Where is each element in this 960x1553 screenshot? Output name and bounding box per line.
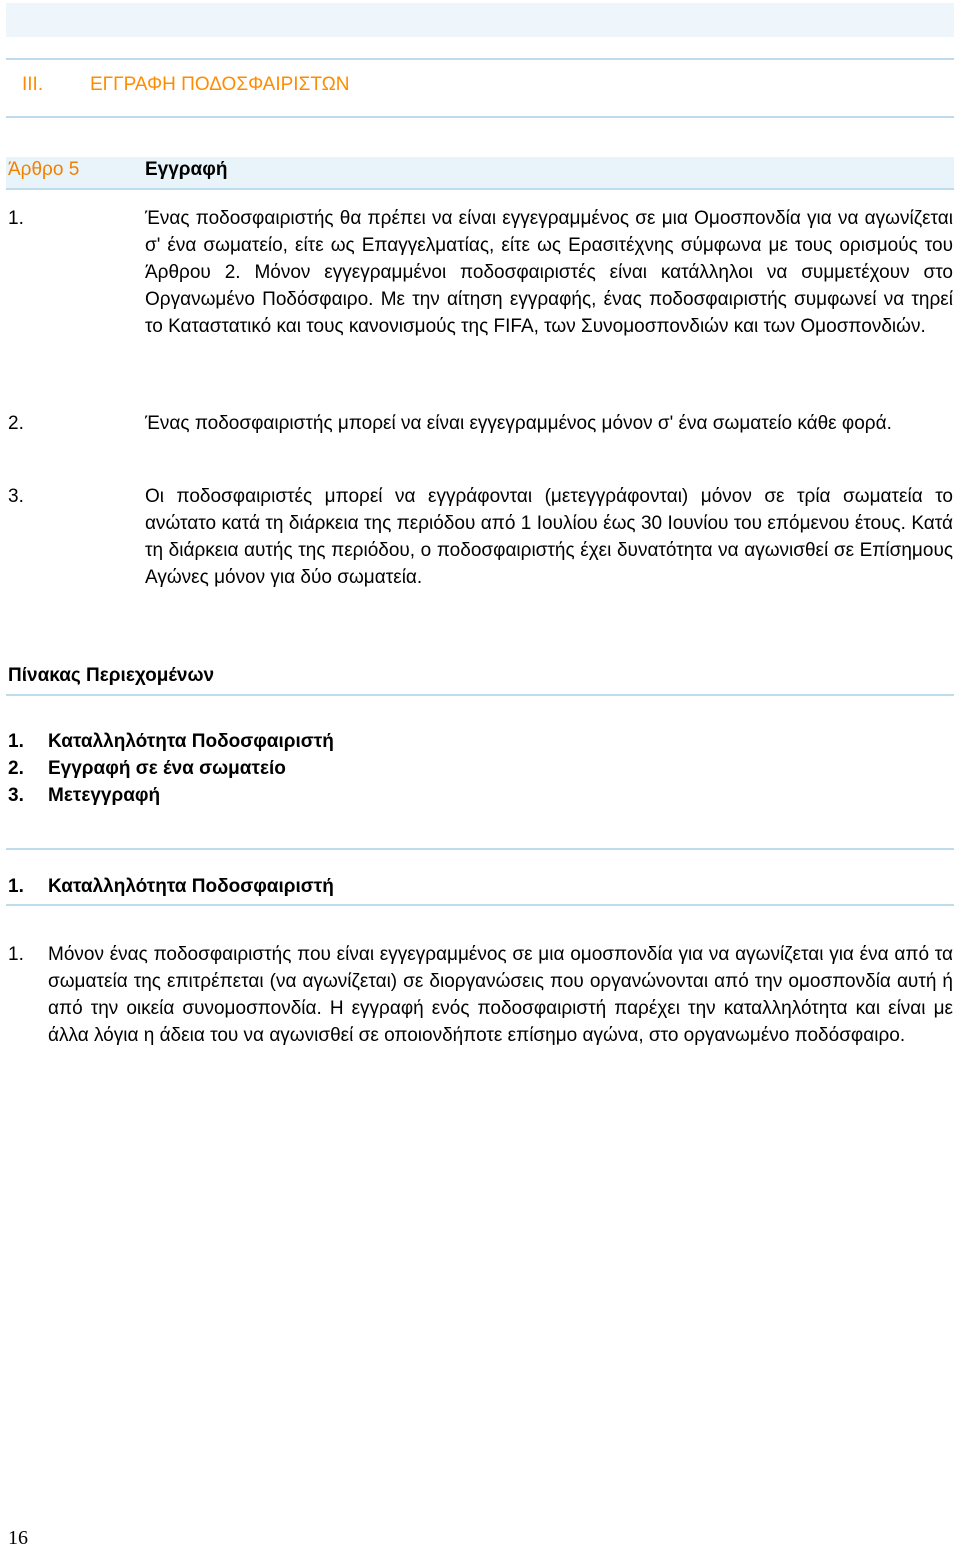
toc-item-label: Μετεγγραφή <box>48 785 161 806</box>
article-label: Άρθρο 5 <box>8 159 80 180</box>
paragraph-text: Ένας ποδοσφαιριστής μπορεί να είναι εγγεγραμμένος μόνον σ' ένα σωματείο κάθε φορά. <box>145 413 892 434</box>
toc-item-number: 2. <box>8 758 24 779</box>
chapter-number: III. <box>22 74 44 95</box>
paragraph-number: 1. <box>8 208 24 229</box>
paragraph-number: 2. <box>8 413 24 434</box>
section-number: 1. <box>8 876 24 897</box>
toc-item-number: 3. <box>8 785 24 806</box>
section-divider-top <box>6 848 954 850</box>
toc-item-label: Εγγραφή σε ένα σωματείο <box>48 758 286 779</box>
paragraph-text: Ένας ποδοσφαιριστής θα πρέπει να είναι εγγεγραμμένος σε μια Ομοσπονδία για να αγωνίζεται σ' ένα σωματείο, είτε ως Επαγγελματίας, είτε ως Ερασιτέχνης σύμφωνα με τους ορισμούς του Άρθρου 2. Μόνον εγγεγραμμένοι ποδοσφαιριστές είναι κατάλληλοι να συμμετέχουν στο Οργανωμένο Ποδόσφαιρο. Με την αίτηση εγγραφής, ένας ποδοσφαιριστής συμφωνεί να τηρεί το Καταστατικό και τους κανονισμούς της FIFA, των Συνομοσπονδιών και των Ομοσπονδιών. <box>145 208 953 337</box>
paragraph-text: Οι ποδοσφαιριστές μπορεί να εγγράφονται (μετεγγράφονται) μόνον σε τρία σωματεία το ανώτατο κατά τη διάρκεια της περιόδου από 1 Ιουλίου έως 30 Ιουνίου του επόμενου έτους. Κατά τη διάρκεια αυτής της περιόδου, ο ποδοσφαιριστής έχει δυνατότητα να αγωνισθεί σε Επίσημους Αγώνες μόνον για δύο σωματεία. <box>145 486 953 588</box>
header-band-top <box>6 3 954 37</box>
toc-item[interactable] <box>8 731 334 753</box>
article-title: Εγγραφή <box>145 159 228 180</box>
paragraph-number: 1. <box>8 944 24 965</box>
toc-item[interactable] <box>8 758 286 780</box>
toc-item-number: 1. <box>8 731 24 752</box>
toc-item-label: Καταλληλότητα Ποδοσφαιριστή <box>48 731 334 752</box>
chapter-title <box>22 74 350 96</box>
section-title <box>8 876 334 898</box>
toc-title: Πίνακας Περιεχομένων <box>8 665 215 686</box>
paragraph-text: Μόνον ένας ποδοσφαιριστής που είναι εγγεγραμμένος σε μια ομοσπονδία για να αγωνίζεται για ένα από τα σωματεία της επιτρέπεται (να αγωνίζεται) σε διοργανώσεις που οργανώνονται από την ομοσπονδία αυτή ή από την οικεία συνομοσπονδία. Η εγγραφή ενός ποδοσφαιριστή παρέχει την καταλληλότητα και είναι με άλλα λόγια η άδεια του να αγωνισθεί σε οποιονδήποτε επίσημο αγώνα, στο οργανωμένο ποδόσφαιρο. <box>48 944 953 1046</box>
page-number: 16 <box>8 1527 28 1549</box>
section-divider-bottom <box>6 904 954 906</box>
paragraph-number: 3. <box>8 486 24 507</box>
chapter-title-text: ΕΓΓΡΑΦΗ ΠΟΔΟΣΦΑΙΡΙΣΤΩΝ <box>90 74 350 95</box>
toc-divider <box>6 694 954 696</box>
toc-item[interactable] <box>8 785 160 807</box>
section-title-text: Καταλληλότητα Ποδοσφαιριστή <box>48 876 334 897</box>
